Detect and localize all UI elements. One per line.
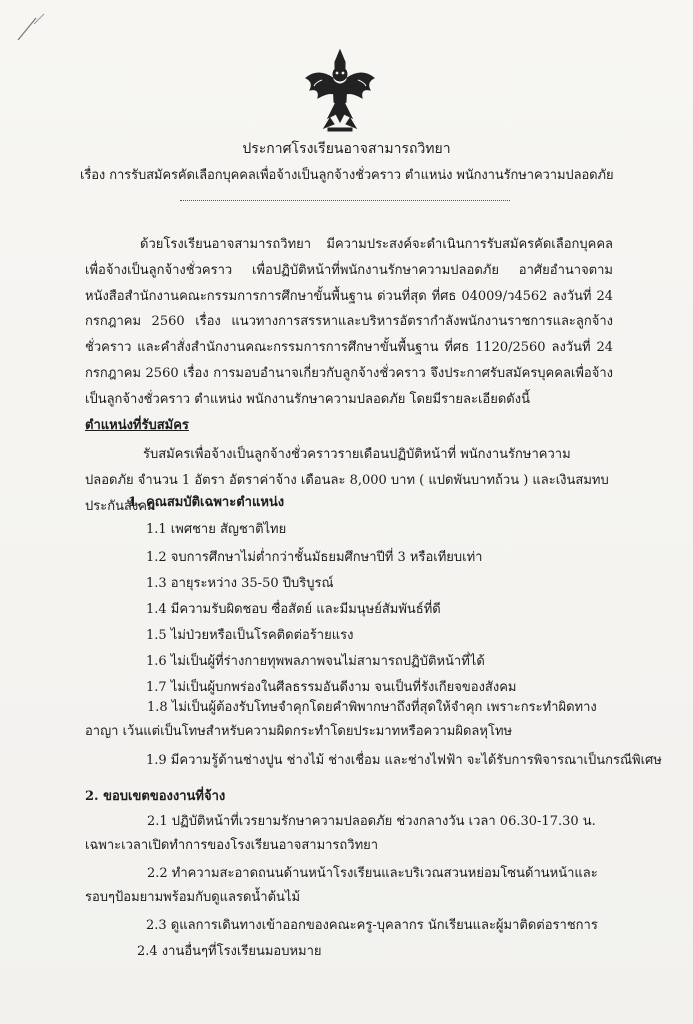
qualification-item: 1.9 มีความรู้ด้านช่างปูน ช่างไม้ ช่างเชื่อม และช่างไฟฟ้า จะได้รับการพิจารณาเป็นกรณีพิเศษ xyxy=(146,753,662,768)
qualification-item: 1.1 เพศชาย สัญชาติไทย xyxy=(146,522,287,537)
garuda-emblem-icon xyxy=(300,48,380,134)
qualification-item: 1.6 ไม่เป็นผู้ที่ร่างกายทุพพลภาพจนไม่สามารถปฏิบัติหน้าที่ได้ xyxy=(146,654,485,669)
intro-paragraph: ด้วยโรงเรียนอาจสามารถวิทยา มีความประสงค์จะดำเนินการรับสมัครคัดเลือกบุคคลเพื่อจ้างเป็นลูกจ้างชั่วคราว เพื่อปฏิบัติหน้าที่พนักงานรักษาความปลอดภัย อาศัยอำนาจตามหนังสือสำนักงานคณะกรรมการการศึกษาขั้นพื้นฐาน ด่วนที่สุด ที่ศธ 04009/ว4562 ลงวันที่ 24 กรกฎาคม 2560 เรื่อง แนวทางการสรรหาและบริหารอัตรากำลังพนักงานราชการและลูกจ้างชั่วคราว และคำสั่งสำนักงานคณะกรรมการการศึกษาขั้นพื้นฐาน ที่ศธ 1120/2560 ลงวันที่ 24 กรกฎาคม 2560 เรื่อง การมอบอำนาจเกี่ยวกับลูกจ้างชั่วคราว จึงประกาศรับสมัครบุคคลเพื่อจ้างเป็นลูกจ้างชั่วคราว ตำแหน่ง พนักงานรักษาความปลอดภัย โดยมีรายละเอียดดังนี้ xyxy=(85,237,613,407)
scope-item: 2.1 ปฏิบัติหน้าที่เวรยามรักษาความปลอดภัย ช่วงกลางวัน เวลา 06.30-17.30 น. เฉพาะเวลาเปิดทำการของโรงเรียนอาจสามารถวิทยา xyxy=(85,814,596,853)
qualification-item: 1.3 อายุระหว่าง 35-50 ปีบริบูรณ์ xyxy=(146,576,334,591)
scope-item: 2.3 ดูแลการเดินทางเข้าออกของคณะครู-บุคลากร นักเรียนและผู้มาติดต่อราชการ xyxy=(146,918,598,933)
scope-item: 2.2 ทำความสะอาดถนนด้านหน้าโรงเรียนและบริเวณสวนหย่อมโซนด้านหน้าและรอบๆป้อมยามพร้อมกับดูแลรดน้ำต้นไม้ xyxy=(85,866,598,905)
qualifications-heading: 1. คุณสมบัติเฉพาะตำแหน่ง xyxy=(128,495,285,510)
title-divider xyxy=(180,200,510,201)
qualification-item: 1.8 ไม่เป็นผู้ต้องรับโทษจำคุกโดยคำพิพากษาถึงที่สุดให้จำคุก เพราะกระทำผิดทางอาญา เว้นแต่เป็นโทษสำหรับความผิดกระทำโดยประมาทหรือความผิดลหุโทษ xyxy=(85,700,597,739)
scope-item: 2.4 งานอื่นๆที่โรงเรียนมอบหมาย xyxy=(137,944,322,959)
scope-heading: 2. ขอบเขตของงานที่จ้าง xyxy=(85,789,226,804)
pen-mark xyxy=(14,10,54,44)
announcement-title: ประกาศโรงเรียนอาจสามารถวิทยา xyxy=(242,141,451,157)
position-heading: ตำแหน่งที่รับสมัคร xyxy=(85,418,189,433)
position-paragraph: รับสมัครเพื่อจ้างเป็นลูกจ้างชั่วคราวรายเดือนปฏิบัติหน้าที่ พนักงานรักษาความปลอดภัย จำนวน 1 อัตรา อัตราค่าจ้าง เดือนละ 8,000 บาท ( แปดพันบาทถ้วน ) และเงินสมทบประกันสังคม xyxy=(85,447,609,514)
qualification-item: 1.2 จบการศึกษาไม่ต่ำกว่าชั้นมัธยมศึกษาปีที่ 3 หรือเทียบเท่า xyxy=(146,550,483,565)
qualification-item: 1.5 ไม่ป่วยหรือเป็นโรคติดต่อร้ายแรง xyxy=(146,628,354,643)
qualification-item: 1.7 ไม่เป็นผู้บกพร่องในศีลธรรมอันดีงาม จนเป็นที่รังเกียจของสังคม xyxy=(146,680,517,695)
qualification-item: 1.4 มีความรับผิดชอบ ซื่อสัตย์ และมีมนุษย์สัมพันธ์ที่ดี xyxy=(146,602,441,617)
announcement-subject: เรื่อง การรับสมัครคัดเลือกบุคคลเพื่อจ้างเป็นลูกจ้างชั่วคราว ตำแหน่ง พนักงานรักษาความปลอดภัย xyxy=(80,168,614,183)
